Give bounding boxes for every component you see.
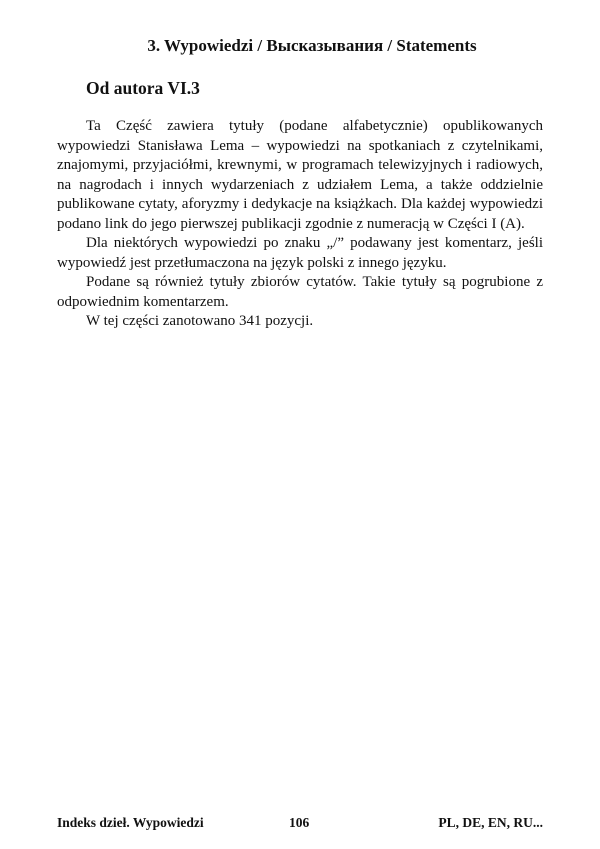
chapter-title: 3. Wypowiedzi / Высказывания / Statements bbox=[147, 36, 477, 55]
paragraph: Dla niektórych wypowiedzi po znaku „/” podawany jest komentarz, jeśli wypowiedź jest przetłumaczona na język polski z innego języku. bbox=[57, 235, 543, 271]
paragraph: W tej części zanotowano 341 pozycji. bbox=[86, 313, 314, 329]
section-title: Od autora VI.3 bbox=[86, 78, 200, 98]
footer-left-label: Indeks dzieł. Wypowiedzi bbox=[57, 815, 204, 830]
body-text bbox=[57, 117, 543, 332]
paragraph: Podane są również tytuły zbiorów cytatów. Takie tytuły są pogrubione z odpowiednim komentarzem. bbox=[57, 274, 543, 310]
footer-right-label: PL, DE, EN, RU... bbox=[438, 815, 543, 830]
page-footer bbox=[57, 815, 543, 835]
paragraph: Ta Część zawiera tytuły (podane alfabetycznie) opublikowanych wypowiedzi Stanisława Lema – wypowiedzi na spotkaniach z czytelnikami, znajomymi, przyjaciółmi, krewnymi, w programach telewizyjnych i radiowych, na nagrodach i innych wydarzeniach z udziałem Lema, a także oddzielnie publikowane cytaty, aforyzmy i dedykacje na książkach. Dla każdej wypowiedzi podano link do jego pierwszej publikacji zgodnie z numeracją w Części I (A). bbox=[57, 118, 543, 232]
page-number: 106 bbox=[289, 815, 310, 830]
